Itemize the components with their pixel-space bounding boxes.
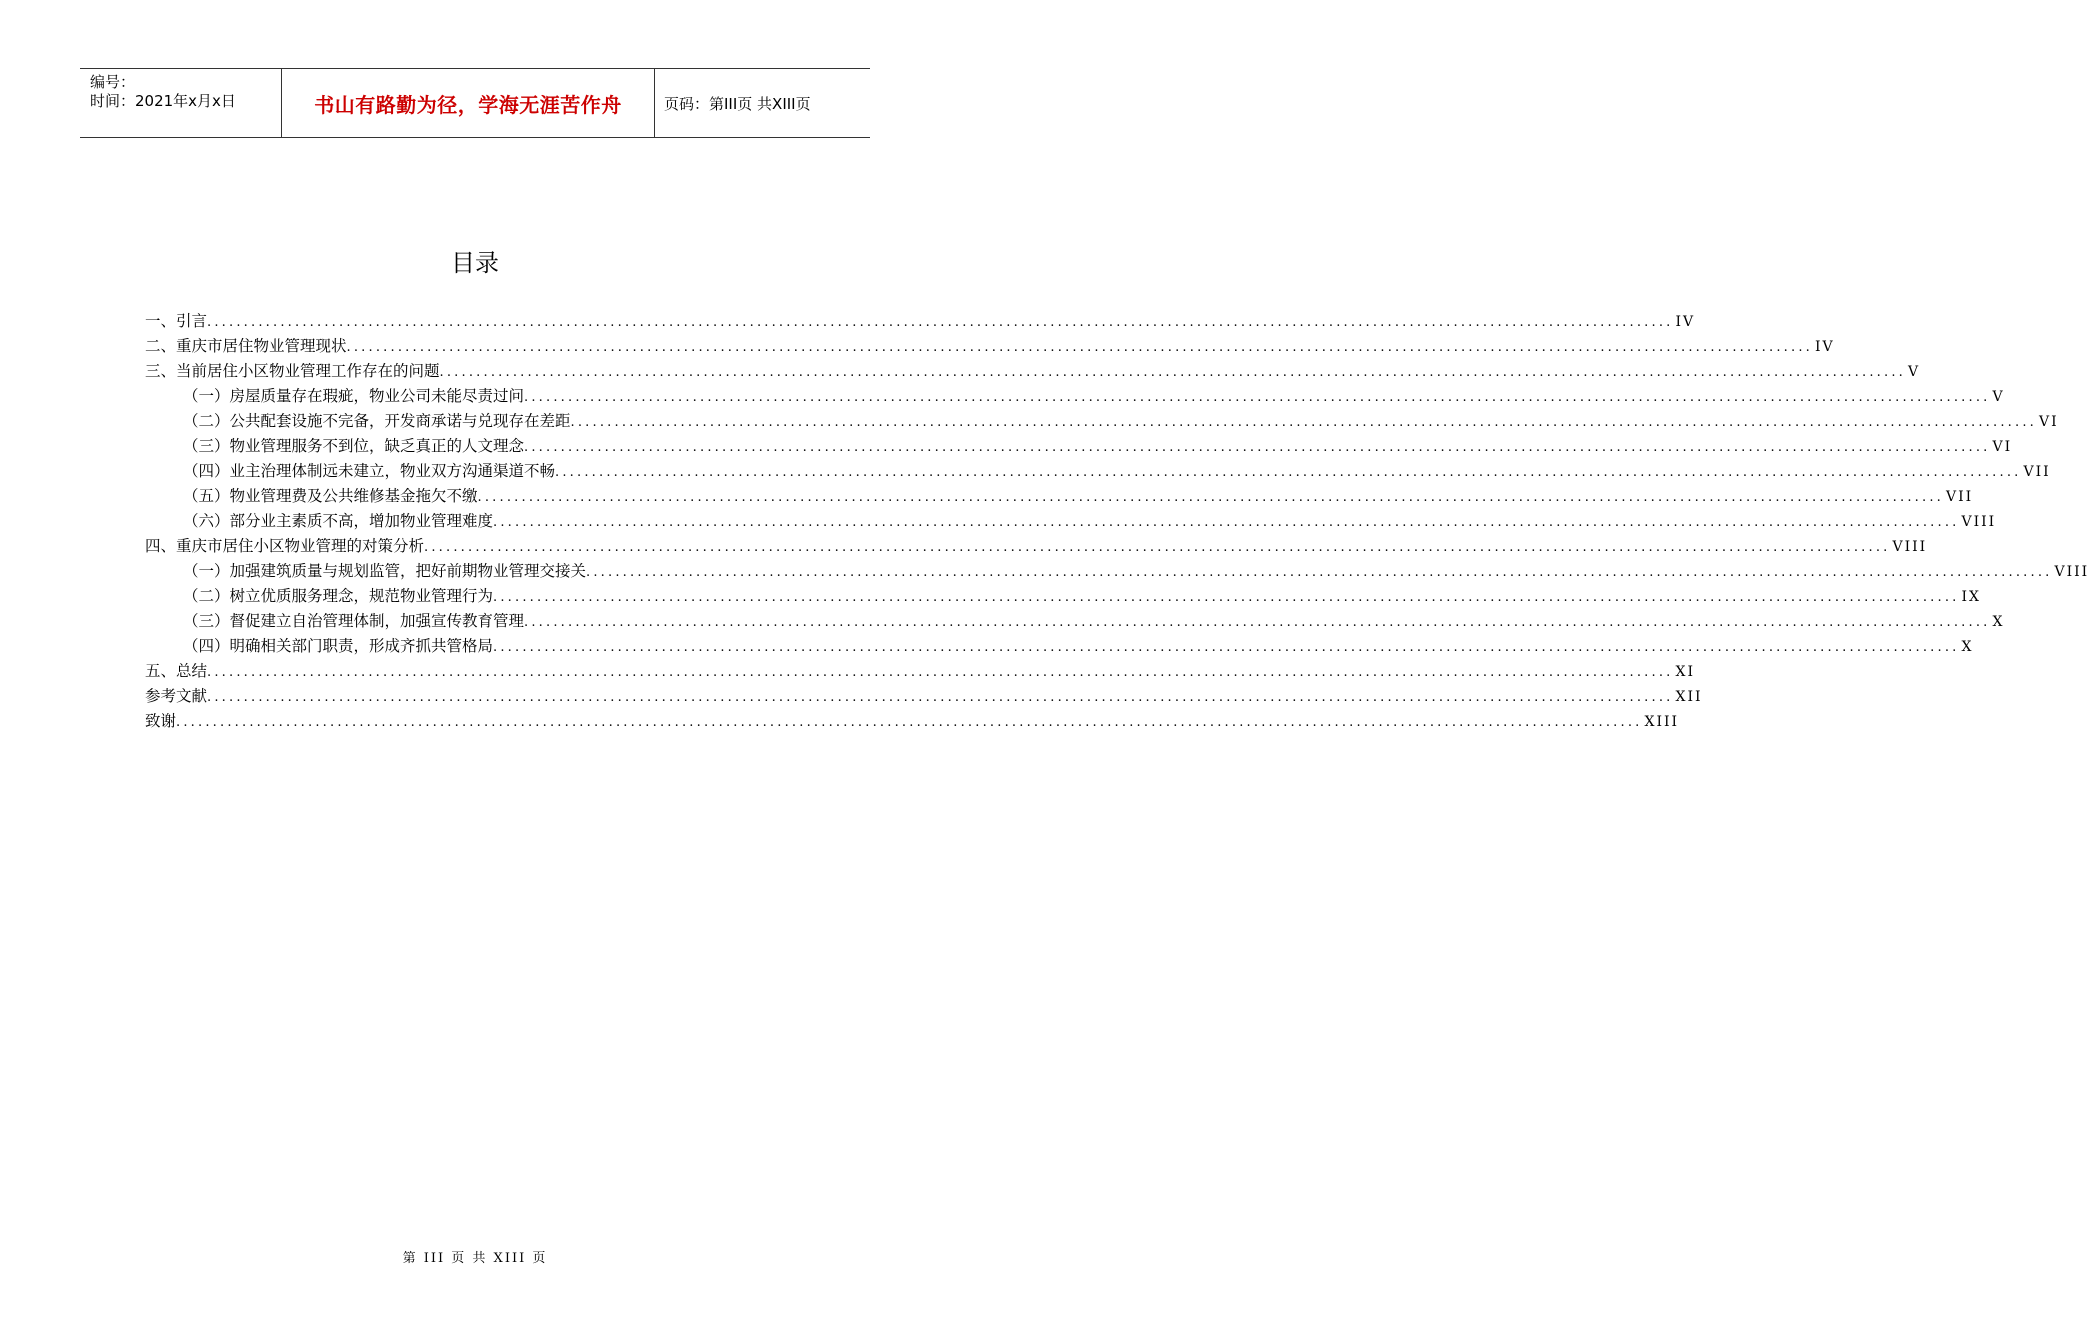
toc-entry-label: 致谢: [145, 712, 177, 730]
toc-leader-dots: ........................................................................................................................................................................................................: [570, 415, 2037, 430]
toc-entry-label: 二、重庆市居住物业管理现状: [145, 337, 347, 355]
header-page-label: 页码：第III页 共XIII页: [664, 94, 811, 113]
toc-entry-page: IV: [1675, 314, 1696, 330]
header-date-label: 时间：2021年x月x日: [90, 92, 236, 110]
toc-entry[interactable]: [145, 359, 1921, 384]
toc-entry-label: （二）树立优质服务理念，规范物业管理行为: [183, 587, 494, 605]
toc-entry-label: （四）明确相关部门职责，形成齐抓共管格局: [183, 637, 494, 655]
toc-entry-page: XII: [1675, 689, 1703, 705]
toc-entry-label: （三）督促建立自治管理体制，加强宣传教育管理: [183, 612, 525, 630]
toc-entry-label: 参考文献: [145, 687, 208, 705]
toc-entry[interactable]: [145, 384, 2005, 409]
toc-title: 目录: [451, 249, 499, 277]
toc-leader-dots: ........................................................................................................................................................................................................: [493, 515, 1960, 530]
toc-entry-label: 五、总结: [145, 662, 208, 680]
toc-entry[interactable]: [145, 709, 1680, 734]
toc-entry-page: VI: [2038, 414, 2059, 430]
toc-leader-dots: ........................................................................................................................................................................................................: [493, 640, 1960, 655]
toc-entry-page: V: [1992, 389, 2005, 405]
toc-entry[interactable]: [145, 309, 1696, 334]
toc-entry-label: （五）物业管理费及公共维修基金拖欠不缴: [183, 487, 478, 505]
header-divider: [654, 69, 655, 137]
toc-leader-dots: ........................................................................................................................................................................................................: [524, 390, 1991, 405]
toc-leader-dots: ........................................................................................................................................................................................................: [424, 540, 1891, 555]
toc-entry[interactable]: [145, 659, 1695, 684]
toc-entry-label: （六）部分业主素质不高，增加物业管理难度: [183, 512, 494, 530]
toc-entry-page: XI: [1675, 664, 1695, 680]
toc-entry[interactable]: [145, 609, 2005, 634]
header-number-label: 编号：: [90, 73, 136, 91]
toc-entry[interactable]: [145, 534, 1928, 559]
toc-entry-label: （一）房屋质量存在瑕疵，物业公司未能尽责过问: [183, 387, 525, 405]
toc-leader-dots: ........................................................................................................................................................................................................: [176, 715, 1643, 730]
page-footer: 第 III 页 共 XIII 页: [402, 1251, 548, 1266]
toc-entry-page: V: [1907, 364, 1921, 380]
toc-leader-dots: ........................................................................................................................................................................................................: [555, 465, 2022, 480]
toc-leader-dots: ........................................................................................................................................................................................................: [439, 365, 1906, 380]
header-motto: 书山有路勤为径，学海无涯苦作舟: [314, 92, 622, 117]
toc-entry-label: 一、引言: [145, 312, 208, 330]
toc-entry[interactable]: [145, 434, 2013, 459]
toc-entry[interactable]: [145, 334, 1835, 359]
toc-leader-dots: ........................................................................................................................................................................................................: [207, 665, 1674, 680]
toc-leader-dots: ........................................................................................................................................................................................................: [524, 615, 1991, 630]
page-header: [80, 68, 870, 138]
toc-entry-page: IV: [1814, 339, 1835, 355]
toc-entry[interactable]: [145, 484, 1974, 509]
toc-entry-label: （二）公共配套设施不完备，开发商承诺与兑现存在差距: [183, 412, 571, 430]
toc-entry-page: VIII: [1961, 514, 1997, 530]
toc-entry-page: X: [1992, 614, 2005, 630]
toc-leader-dots: ........................................................................................................................................................................................................: [207, 315, 1674, 330]
toc-leader-dots: ........................................................................................................................................................................................................: [586, 565, 2053, 580]
toc-entry[interactable]: [145, 559, 2089, 584]
header-info: [80, 69, 280, 137]
toc-entry-label: 四、重庆市居住小区物业管理的对策分析: [145, 537, 425, 555]
toc-entry-page: VII: [1945, 489, 1974, 505]
toc-entry-label: （三）物业管理服务不到位，缺乏真正的人文理念: [183, 437, 525, 455]
toc-entry[interactable]: [145, 509, 1997, 534]
toc-entry-label: 三、当前居住小区物业管理工作存在的问题: [145, 362, 440, 380]
toc-entry-page: VIII: [1892, 539, 1928, 555]
toc-entry-page: IX: [1961, 589, 1981, 605]
toc-leader-dots: ........................................................................................................................................................................................................: [346, 340, 1813, 355]
toc-entry-page: X: [1961, 639, 1974, 655]
toc-entry[interactable]: [145, 409, 2059, 434]
toc-entry[interactable]: [145, 634, 1974, 659]
toc-leader-dots: ........................................................................................................................................................................................................: [524, 440, 1991, 455]
toc-entry-page: XIII: [1644, 714, 1680, 730]
toc-leader-dots: ........................................................................................................................................................................................................: [493, 590, 1960, 605]
toc-entry-page: VII: [2023, 464, 2051, 480]
table-of-contents: [145, 309, 2089, 734]
toc-entry-page: VI: [1992, 439, 2013, 455]
toc-entry[interactable]: [145, 584, 1981, 609]
toc-entry[interactable]: [145, 459, 2051, 484]
toc-leader-dots: ........................................................................................................................................................................................................: [477, 490, 1944, 505]
toc-leader-dots: ........................................................................................................................................................................................................: [207, 690, 1674, 705]
toc-entry[interactable]: [145, 684, 1703, 709]
toc-entry-label: （一）加强建筑质量与规划监管，把好前期物业管理交接关: [183, 562, 587, 580]
toc-entry-label: （四）业主治理体制远未建立，物业双方沟通渠道不畅: [183, 462, 556, 480]
toc-entry-page: VIII: [2054, 564, 2089, 580]
